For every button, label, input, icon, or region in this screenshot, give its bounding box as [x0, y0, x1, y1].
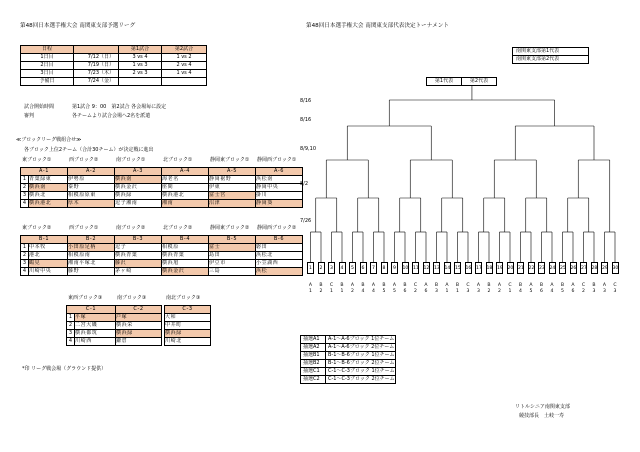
- slot-number: 3: [328, 262, 335, 274]
- round-date: 7/26: [300, 218, 312, 224]
- start-time-label: 試合開始時間: [24, 104, 55, 110]
- lottery-desc: B-1～B-6ブロック 1位チーム: [326, 352, 396, 360]
- team-name: 中井町: [165, 322, 211, 330]
- team-name: 三島: [209, 268, 256, 276]
- lottery-row: [301, 352, 396, 360]
- slot-team-code: A 2: [497, 283, 502, 294]
- block-code: A-1: [21, 168, 68, 176]
- team-name: 逗子湘南: [115, 200, 162, 208]
- team-name: 横浜緑: [116, 330, 162, 338]
- slot-number: 12: [423, 262, 430, 274]
- team-seed: 3: [21, 192, 29, 200]
- block-header: 西ブロック①: [69, 225, 99, 231]
- block-header: 西ブロック②: [69, 157, 99, 163]
- slot-number: 20: [507, 262, 514, 274]
- second-rep-box: 第2代表: [462, 78, 497, 86]
- team-name: 港北: [29, 252, 68, 260]
- block-header: 南ブロック①: [116, 157, 146, 163]
- schedule-day: 2日目: [21, 62, 74, 70]
- block-code: A-3: [115, 168, 162, 176]
- lottery-desc: A-1～A-6ブロック 1位チーム: [326, 336, 396, 344]
- block-code: C-1: [67, 306, 116, 314]
- schedule-day: 1日目: [21, 54, 74, 62]
- block-code: B-5: [209, 236, 256, 244]
- slot-team-code: B 2: [319, 283, 323, 294]
- lottery-key: 抽選B2: [301, 360, 326, 368]
- assignment-title: ≪ブロックリーグ戦組合せ≫: [16, 137, 82, 143]
- team-name: 座間: [162, 184, 209, 192]
- slot-team-code: B 3: [592, 283, 596, 294]
- slot-team-code: A 5: [529, 283, 533, 294]
- slot-number: 9: [391, 262, 398, 274]
- team-seed: 2: [67, 322, 75, 330]
- first-rep-label: 南関東支部第1代表: [513, 48, 589, 56]
- lottery-desc: A-1～A-6ブロック 2位チーム: [326, 344, 396, 352]
- slot-team-code: A 3: [476, 283, 481, 294]
- schedule-header: 第2試合: [162, 46, 207, 54]
- team-name: 横浜北: [29, 192, 68, 200]
- team-name: 厚木: [68, 200, 115, 208]
- team-seed: 2: [21, 252, 29, 260]
- team-name: 浜松北: [256, 252, 303, 260]
- lottery-desc: C-1～C-3ブロック 2位チーム: [326, 376, 396, 384]
- slot-number: 22: [528, 262, 535, 274]
- schedule-header: 第1試合: [119, 46, 162, 54]
- umpire-value: 各チームより試合会場へ2名を派遣: [72, 113, 151, 119]
- slot-number: 18: [486, 262, 493, 274]
- team-name: 青葉緑東: [29, 176, 68, 184]
- tournament-title: 第48回日本選手権大会 南関東支部代表決定トーナメント: [306, 23, 449, 29]
- block-code: C-2: [116, 306, 162, 314]
- block-header: 東西ブロック③: [68, 295, 103, 301]
- slot-team-code: A 6: [424, 283, 428, 294]
- schedule-date: 7/24（金）: [74, 78, 119, 86]
- signature-org: リトルシニア南関東支部: [515, 404, 570, 410]
- schedule-date: 7/23（木）: [74, 70, 119, 78]
- team-name: 小笠湖西: [256, 260, 303, 268]
- lottery-row: [301, 344, 396, 352]
- team-name: 富士: [209, 244, 256, 252]
- slot-number: 17: [475, 262, 482, 274]
- lottery-key: 抽選C2: [301, 376, 326, 384]
- team-name: 島田: [209, 252, 256, 260]
- team-name: 横浜港北: [29, 200, 68, 208]
- team-seed: 1: [21, 176, 29, 184]
- lottery-key: 抽選B1: [301, 352, 326, 360]
- team-seed: 4: [21, 268, 29, 276]
- team-name: 横浜緑: [165, 330, 211, 338]
- lottery-desc: C-1～C-3ブロック 1位チーム: [326, 368, 396, 376]
- slot-team-code: C 2: [581, 283, 586, 294]
- slot-number: 26: [570, 262, 577, 274]
- slot-number: 29: [601, 262, 608, 274]
- block-code: A-2: [68, 168, 115, 176]
- team-name: 横浜都筑: [75, 330, 116, 338]
- slot-team-code: A 5: [392, 283, 397, 294]
- team-name: 湘南平塚北: [68, 260, 115, 268]
- schedule-game2: 1 vs 2: [162, 54, 207, 62]
- team-name: 藤野: [68, 268, 115, 276]
- block-header: 東ブロック②: [22, 225, 52, 231]
- block-header: 南ブロック③: [117, 295, 147, 301]
- slot-team-code: A 3: [602, 283, 607, 294]
- footer-note: *印 リーグ戦会場（グラウンド提供）: [22, 366, 107, 372]
- slot-number: 27: [580, 262, 587, 274]
- block-header: 静岡東ブロック②: [210, 225, 250, 231]
- team-seed: 3: [67, 330, 75, 338]
- team-name: 湘南: [162, 200, 209, 208]
- team-name: 茅ヶ崎: [115, 268, 162, 276]
- team-name: 伊豆市: [209, 260, 256, 268]
- lottery-table: [300, 335, 396, 384]
- slot-number: 25: [559, 262, 566, 274]
- team-seed: 2: [21, 184, 29, 192]
- team-name: 浜松南: [256, 176, 303, 184]
- team-name: 静岡葵: [256, 200, 303, 208]
- schedule-date: 7/19（日）: [74, 62, 119, 70]
- slot-number: 13: [433, 262, 440, 274]
- slot-team-code: A 4: [550, 283, 554, 294]
- team-name: 横浜青葉: [115, 252, 162, 260]
- slot-team-code: B 3: [434, 283, 439, 294]
- round-date: 8/2: [300, 181, 309, 187]
- schedule-date: 7/12（日）: [74, 54, 119, 62]
- first-rep-box: 第1代表: [427, 78, 462, 86]
- team-name: 小田原足柄: [68, 244, 115, 252]
- team-name: 相模原: [162, 244, 209, 252]
- team-name: 相模原南: [68, 252, 115, 260]
- team-name: 藤沢: [115, 260, 162, 268]
- block-header: 静岡西ブロック②: [257, 225, 297, 231]
- team-name: 沼津: [209, 200, 256, 208]
- team-name: 静岡裾野: [209, 176, 256, 184]
- block-code: A-6: [256, 168, 303, 176]
- team-name: 伊勢原: [68, 176, 115, 184]
- team-name: 横浜港北: [162, 192, 209, 200]
- slot-team-code: C 1: [329, 283, 334, 294]
- team-name: 平塚: [75, 314, 116, 322]
- slot-number: 1: [307, 262, 314, 274]
- team-name: 横浜緑: [115, 192, 162, 200]
- slot-number: 14: [444, 262, 451, 274]
- team-name: 富士宮: [209, 192, 256, 200]
- slot-number: 30: [612, 262, 619, 274]
- team-name: 浜松: [256, 268, 303, 276]
- slot-number: 6: [360, 262, 367, 274]
- league-title: 第48回日本選手権大会 南関東支部予選リーグ: [20, 23, 136, 29]
- team-name: 中本牧: [29, 244, 68, 252]
- team-name: 伊東: [209, 184, 256, 192]
- block-header: 静岡東ブロック①: [210, 157, 250, 163]
- block-code: B-2: [68, 236, 115, 244]
- team-name: 大和: [165, 314, 211, 322]
- team-name: 海老名: [162, 176, 209, 184]
- block-header: 南北ブロック③: [166, 295, 201, 301]
- block-code: B-4: [162, 236, 209, 244]
- team-seed: 1: [21, 244, 29, 252]
- slot-team-code: B 1: [455, 283, 460, 294]
- round-date: 8/16: [300, 98, 312, 104]
- slot-number: 21: [517, 262, 524, 274]
- block-code: B-3: [115, 236, 162, 244]
- slot-number: 8: [381, 262, 388, 274]
- team-seed: 4: [21, 200, 29, 208]
- lottery-desc: B-1～B-6ブロック 2位チーム: [326, 360, 396, 368]
- team-name: 川崎西: [75, 338, 116, 346]
- round-date: 8/16: [300, 117, 312, 123]
- slot-number: 10: [402, 262, 409, 274]
- block-header: 東ブロック①: [22, 157, 52, 163]
- start-time-value: 第1試合 9：00 第2試合 各会場毎に設定: [72, 104, 167, 110]
- slot-team-code: B 5: [560, 283, 565, 294]
- assignment-subtitle: 各ブロック上位2チーム（合計30チーム）が決定戦に進出: [24, 147, 154, 153]
- team-name: 横浜栄: [116, 322, 162, 330]
- slot-team-code: B 2: [487, 283, 491, 294]
- slot-number: 16: [465, 262, 472, 274]
- slot-team-code: A 6: [571, 283, 575, 294]
- schedule-day: 3日目: [21, 70, 74, 78]
- slot-team-code: A 1: [445, 283, 449, 294]
- lottery-key: 抽選A2: [301, 344, 326, 352]
- block-code: B-6: [256, 236, 303, 244]
- team-name: 横浜旭: [162, 260, 209, 268]
- team-name: 横浜南: [115, 176, 162, 184]
- lottery-row: [301, 336, 396, 344]
- team-name: 鶴見: [29, 260, 68, 268]
- slot-team-code: C 3: [613, 283, 617, 294]
- team-name: 戸塚: [116, 314, 162, 322]
- block-code: A-4: [162, 168, 209, 176]
- slot-number: 5: [349, 262, 356, 274]
- slot-team-code: B 4: [518, 283, 523, 294]
- team-name: 横浜南: [29, 184, 68, 192]
- slot-team-code: B 4: [361, 283, 365, 294]
- block-code: C-3: [165, 306, 211, 314]
- slot-team-code: A 1: [308, 283, 313, 294]
- slot-team-code: B 1: [340, 283, 344, 294]
- lottery-key: 抽選C1: [301, 368, 326, 376]
- schedule-game2: 2 vs 4: [162, 62, 207, 70]
- lottery-row: [301, 368, 396, 376]
- block-header: 北ブロック①: [163, 157, 193, 163]
- team-name: 二宮大磯: [75, 322, 116, 330]
- lottery-key: 抽選A1: [301, 336, 326, 344]
- slot-team-code: B 5: [382, 283, 386, 294]
- slot-team-code: B 6: [403, 283, 407, 294]
- slot-number: 4: [339, 262, 346, 274]
- slot-number: 2: [318, 262, 325, 274]
- second-rep-label: 南関東支部第2代表: [513, 56, 589, 64]
- slot-team-code: A 2: [350, 283, 355, 294]
- schedule-game1: 3 vs 4: [119, 54, 162, 62]
- slot-number: 28: [591, 262, 598, 274]
- block-code: A-5: [209, 168, 256, 176]
- slot-team-code: C 3: [466, 283, 470, 294]
- block-header: 静岡西ブロック①: [257, 157, 297, 163]
- team-name: 横浜金沢: [162, 268, 209, 276]
- team-name: 相模原原東: [68, 192, 115, 200]
- team-name: 掛川: [256, 192, 303, 200]
- schedule-game2: 1 vs 4: [162, 70, 207, 78]
- team-name: 逗子: [115, 244, 162, 252]
- slot-team-code: C 1: [508, 283, 512, 294]
- slot-number: 23: [538, 262, 545, 274]
- team-seed: 1: [67, 314, 75, 322]
- schedule-game1: 2 vs 3: [119, 70, 162, 78]
- slot-number: 19: [496, 262, 503, 274]
- block-code: B-1: [21, 236, 68, 244]
- team-seed: 4: [67, 338, 75, 346]
- team-name: 横浜青葉: [162, 252, 209, 260]
- slot-number: 24: [549, 262, 556, 274]
- team-name: 磐田: [256, 244, 303, 252]
- lottery-row: [301, 376, 396, 384]
- schedule-game1: 1 vs 3: [119, 62, 162, 70]
- slot-team-code: B 6: [539, 283, 544, 294]
- slot-team-code: C 2: [413, 283, 418, 294]
- signature-role: 競技部長 土岐一寿: [519, 413, 565, 419]
- slot-number: 11: [412, 262, 419, 274]
- umpire-label: 審判: [24, 113, 35, 119]
- team-name: 川崎北: [165, 338, 211, 346]
- block-header: 南ブロック②: [116, 225, 146, 231]
- team-name: 秦野: [68, 184, 115, 192]
- round-date: 8/9,10: [300, 146, 316, 152]
- schedule-header: 日程: [21, 46, 74, 54]
- team-name: 横浜金沢: [115, 184, 162, 192]
- slot-number: 7: [370, 262, 377, 274]
- block-header: 北ブロック②: [163, 225, 193, 231]
- lottery-row: [301, 360, 396, 368]
- team-seed: 3: [21, 260, 29, 268]
- team-name: 川崎中央: [29, 268, 68, 276]
- team-name: 鎌倉: [116, 338, 162, 346]
- slot-number: 15: [454, 262, 461, 274]
- schedule-day: 予備日: [21, 78, 74, 86]
- slot-team-code: A 4: [371, 283, 376, 294]
- team-name: 静岡中央: [256, 184, 303, 192]
